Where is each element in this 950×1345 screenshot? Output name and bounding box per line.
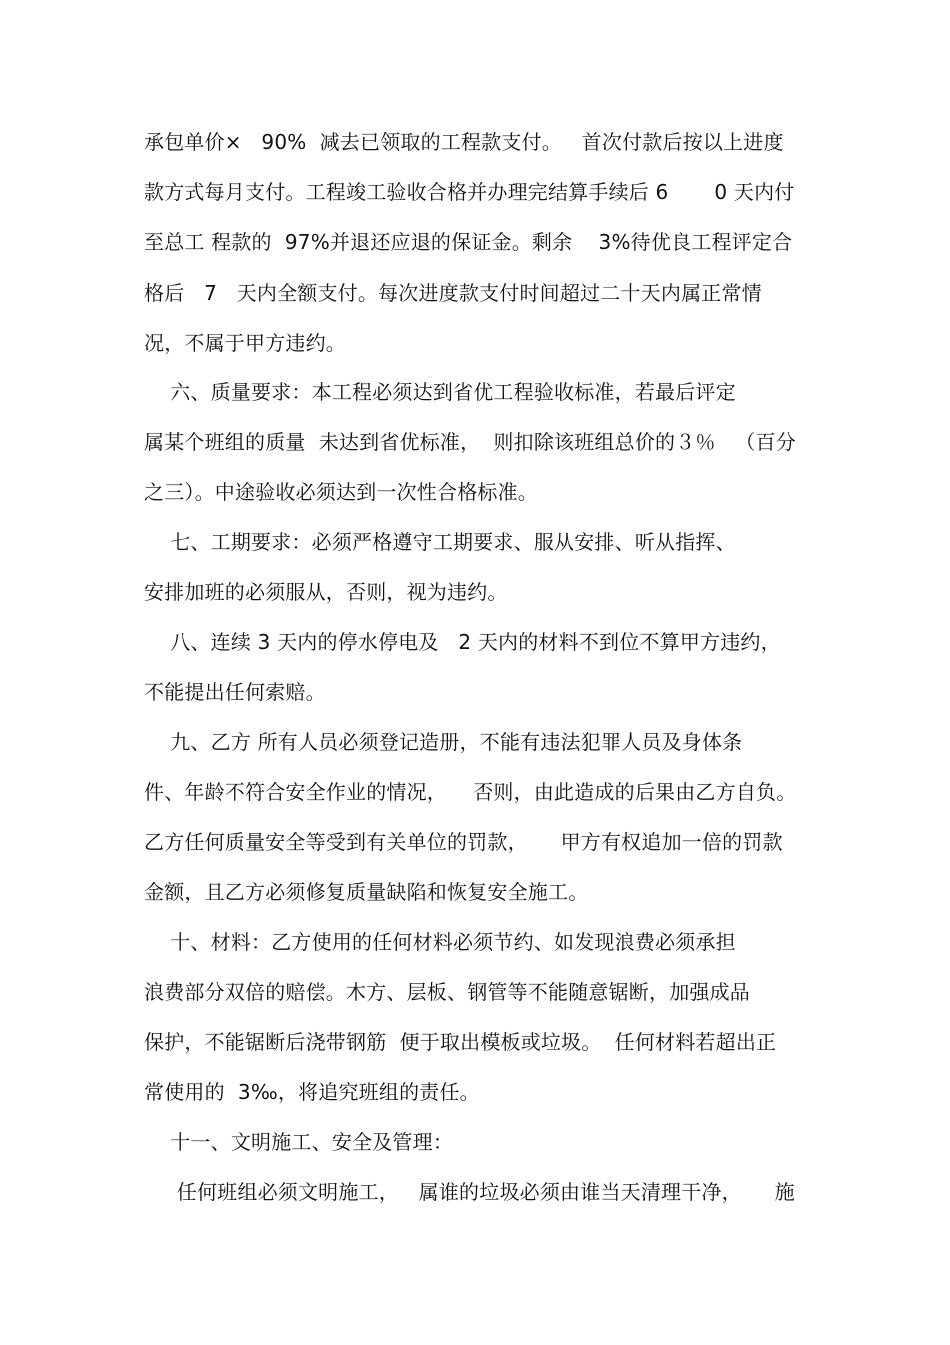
paragraph-eleven-heading: 十一、文明施工、安全及管理： — [144, 1130, 454, 1154]
paragraph-eight-heading: 八、连续 3 天内的停水停电及 2 天内的材料不到位不算甲方违约， — [144, 630, 781, 654]
text-line: 不能提出任何索赔。 — [144, 680, 326, 704]
paragraph-nine-heading: 九、乙方 所有人员必须登记造册，不能有违法犯罪人员及身体条 — [144, 730, 743, 754]
text-line: 格后 7 天内全额支付。每次进度款支付时间超过二十天内属正常情 — [144, 281, 762, 305]
text-line: 款方式每月支付。工程竣工验收合格并办理完结算手续后 6 0 天内付 — [144, 180, 795, 204]
paragraph-seven-heading: 七、工期要求：必须严格遵守工期要求、服从安排、听从指挥、 — [144, 530, 736, 554]
text-line: 至总工 程款的 97%并退还应退的保证金。剩余 3%待优良工程评定合 — [144, 230, 793, 254]
text-line: 件、年龄不符合安全作业的情况， 否则，由此造成的后果由乙方自负。 — [144, 780, 797, 804]
paragraph-six-heading: 六、质量要求：本工程必须达到省优工程验收标准，若最后评定 — [144, 380, 736, 404]
paragraph-ten-heading: 十、材料：乙方使用的任何材料必须节约、如发现浪费必须承担 — [144, 930, 736, 954]
text-line: 乙方任何质量安全等受到有关单位的罚款， 甲方有权追加一倍的罚款 — [144, 830, 783, 854]
text-line: 承包单价× 90% 减去已领取的工程款支付。 首次付款后按以上进度 — [144, 130, 784, 154]
text-line: 浪费部分双倍的赔偿。木方、层板、钢管等不能随意锯断，加强成品 — [144, 980, 750, 1004]
text-line: 常使用的 3‰，将追究班组的责任。 — [144, 1080, 480, 1104]
text-line: 保护，不能锯断后浇带钢筋 便于取出模板或垃圾。 任何材料若超出正 — [144, 1030, 777, 1054]
text-line: 安排加班的必须服从，否则，视为违约。 — [144, 580, 508, 604]
text-line: 属某个班组的质量 未达到省优标准， 则扣除该班组总价的３％ （百分 — [144, 430, 796, 454]
text-line: 金额，且乙方必须修复质量缺陷和恢复安全施工。 — [144, 880, 589, 904]
text-line: 任何班组必须文明施工， 属谁的垃圾必须由谁当天清理干净， 施 — [144, 1180, 795, 1204]
text-line: 况，不属于甲方违约。 — [144, 331, 346, 355]
text-line: 之三）。中途验收必须达到一次性合格标准。 — [144, 480, 538, 504]
